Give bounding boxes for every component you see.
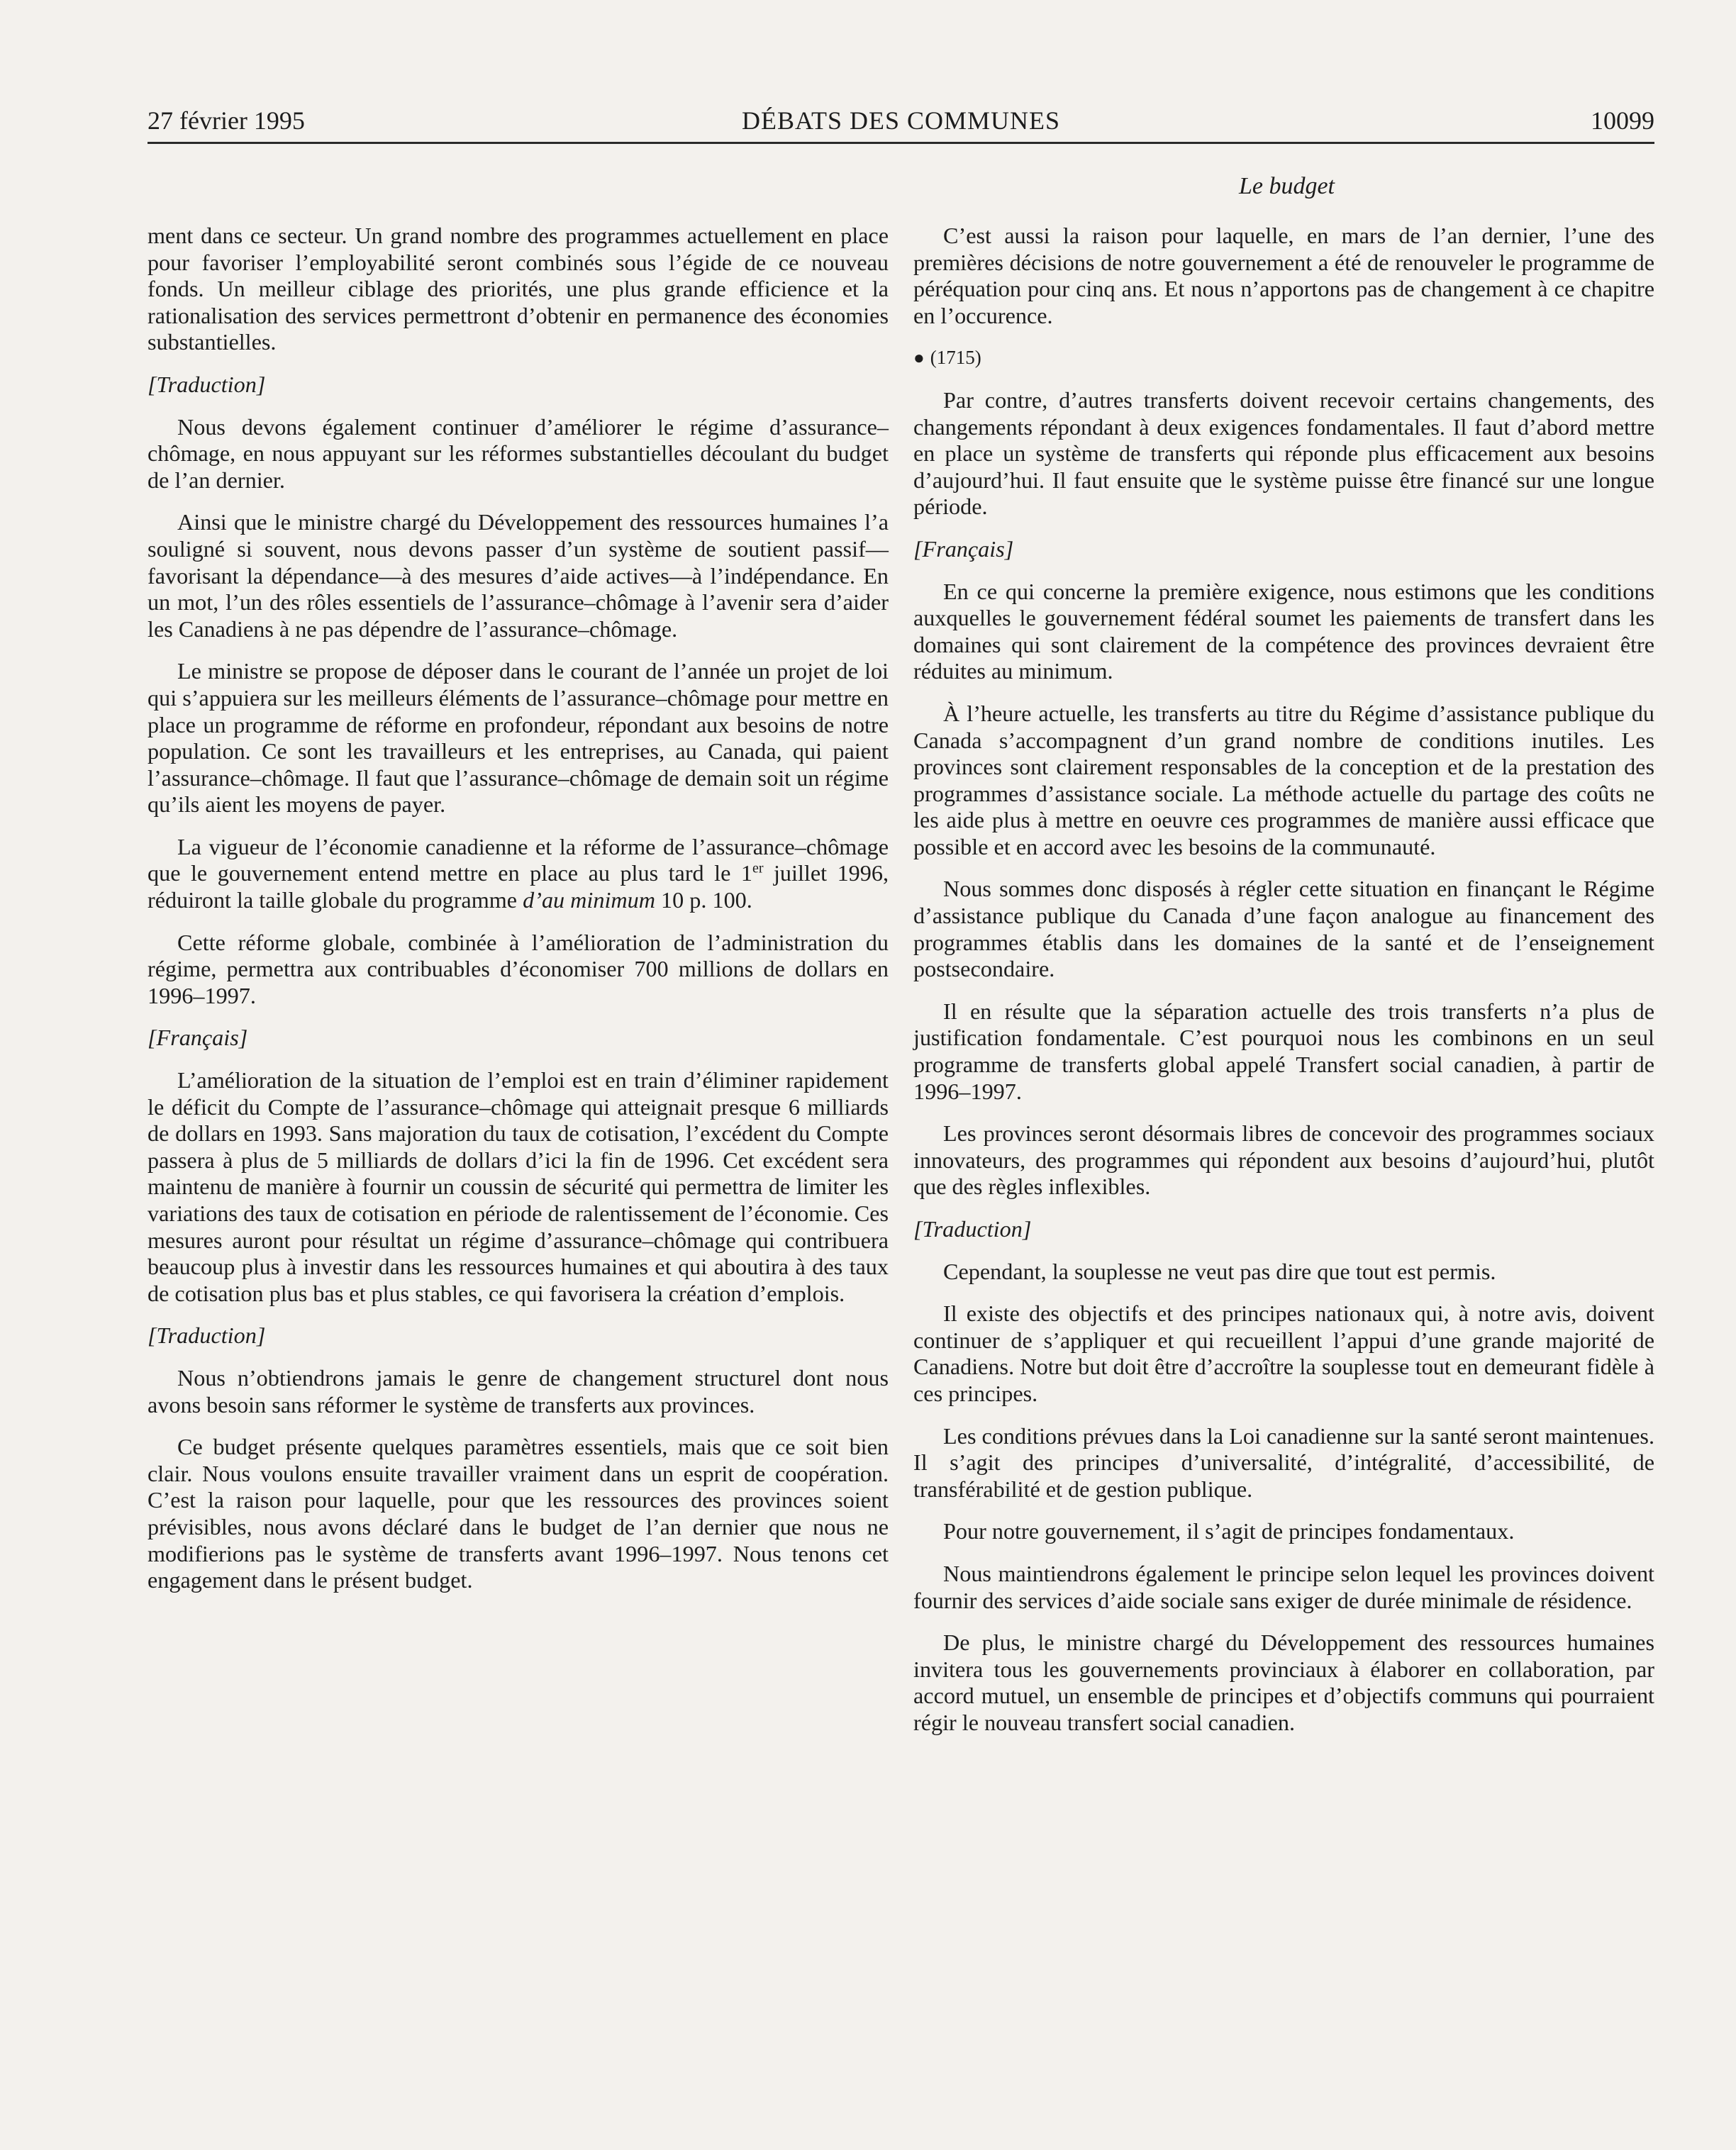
paragraph: Nous maintiendrons également le principe selon lequel les provinces doivent fournir des services d’aide sociale sans exiger de durée minimale de résidence. <box>913 1560 1654 1613</box>
header-date: 27 février 1995 <box>148 106 305 135</box>
paragraph <box>148 834 889 914</box>
language-marker: [Traduction] <box>148 371 266 397</box>
paragraph: En ce qui concerne la première exigence, nous estimons que les conditions auxquelles le gouvernement fédéral soumet les paiements de transfert dans les domaines qui sont clairement de la compétence des provinces devraient être réduites au minimum. <box>913 578 1654 684</box>
paragraph: Cependant, la souplesse ne veut pas dire que tout est permis. <box>943 1258 1496 1284</box>
timestamp <box>913 345 1654 372</box>
page-number: 10099 <box>1591 106 1654 135</box>
language-marker: [Français] <box>913 535 1014 562</box>
paragraph: Nous sommes donc disposés à régler cette situation en finançant le Régime d’assistance publique du Canada d’une façon analogue au financement des programmes établis dans les domaines de la santé et de l’enseignement postsecondaire. <box>913 876 1654 982</box>
paragraph-text: 10 p. 100. <box>655 887 752 913</box>
emphasis: d’au minimum <box>523 887 655 913</box>
language-marker: [Traduction] <box>148 1322 266 1349</box>
paragraph-text: La vigueur de l’économie canadienne et la réforme de l’assurance–chômage que le gouvernement entend mettre en place au plus tard le 1 <box>148 833 889 886</box>
paragraph: Il en résulte que la séparation actuelle des trois transferts n’a plus de justification fondamentale. C’est pourquoi nous les combinons en un seul programme de transferts global appelé Transfert social canadien, à partir de 1996–1997. <box>913 998 1654 1104</box>
right-column <box>913 223 1654 1752</box>
paragraph: Ainsi que le ministre chargé du Développement des ressources humaines l’a souligné si souvent, nous devons passer d’un système de soutient passif—favorisant la dépendance—à des mesures d’aide actives—à l’indépendance. En un mot, l’un des rôles essentiels de l’assurance–chômage à l’avenir sera d’aider les Canadiens à ne pas dépendre de l’assurance–chômage. <box>148 509 889 642</box>
paragraph: Cette réforme globale, combinée à l’amélioration de l’administration du régime, permettra aux contribuables d’économiser 700 millions de dollars en 1996–1997. <box>148 929 889 1008</box>
paragraph: Nous n’obtiendrons jamais le genre de changement structurel dont nous avons besoin sans réformer le système de transferts aux provinces. <box>148 1364 889 1417</box>
paragraph: L’amélioration de la situation de l’emploi est en train d’éliminer rapidement le déficit du Compte de l’assurance–chômage qui atteignait presque 6 milliards de dollars en 1993. Sans majoration du taux de cotisation, l’excédent du Compte passera à plus de 5 milliards de dollars d’ici la fin de 1996. Cet excédent sera maintenu de manière à fournir un coussin de sécurité qui permettra de limiter les variations des taux de cotisation en période de ralentissement de l’économie. Ces mesures auront pour résultat un régime d’assurance–chômage qui contribuera beaucoup plus à investir dans les ressources humaines et qui aboutira à des taux de cotisation plus bas et plus stables, ce qui favorisera la création d’emplois. <box>148 1067 889 1306</box>
bullet-icon: ● <box>913 347 925 369</box>
paragraph: C’est aussi la raison pour laquelle, en mars de l’an dernier, l’une des premières décisions de notre gouvernement a été de renouveler le programme de péréquation pour cinq ans. Et nous n’apportons pas de changement à ce chapitre en l’occurence. <box>913 223 1654 328</box>
paragraph: Nous devons également continuer d’améliorer le régime d’assurance–chômage, en nous appuyant sur les réformes substantielles découlant du budget de l’an dernier. <box>148 413 889 493</box>
paragraph: Par contre, d’autres transferts doivent recevoir certains changements, des changements répondant à deux exigences fondamentales. Il faut d’abord mettre en place un système de transferts qui réponde plus efficacement aux besoins d’aujourd’hui. Il faut ensuite que le système puisse être financé sur une longue période. <box>913 386 1654 520</box>
paragraph: Le ministre se propose de déposer dans le courant de l’année un projet de loi qui s’appuiera sur les meilleurs éléments de l’assurance–chômage pour mettre en place un programme de réforme en profondeur, répondant aux besoins de notre population. Ce sont les travailleurs et les entreprises, au Canada, qui paient l’assurance–chômage. Il faut que l’assurance–chômage de demain soit un régime qu’ils aient les moyens de payer. <box>148 658 889 818</box>
left-column <box>148 223 889 1610</box>
paragraph: Ce budget présente quelques paramètres essentiels, mais que ce soit bien clair. Nous voulons ensuite travailler vraiment dans un esprit de coopération. C’est la raison pour laquelle, pour que les ressources des provinces soient prévisibles, nous avons déclaré dans le budget de l’an dernier que nous ne modifierions pas le système de transferts avant 1996–1997. Nous tenons cet engagement dans le présent budget. <box>148 1434 889 1593</box>
paragraph-text: juillet 1996, réduiront la taille globale du programme <box>148 860 889 913</box>
paragraph: De plus, le ministre chargé du Développement des ressources humaines invitera tous les gouvernements provinciaux à élaborer en collaboration, par accord mutuel, un ensemble de principes et d’objectifs communs qui pourraient régir le nouveau transfert social canadien. <box>913 1630 1654 1735</box>
timestamp-text: (1715) <box>930 347 981 369</box>
section-title: Le budget <box>1238 173 1335 199</box>
header-title: DÉBATS DES COMMUNES <box>741 106 1061 135</box>
paragraph: Il existe des objectifs et des principes nationaux qui, à notre avis, doivent continuer de s’appliquer et qui recueillent l’appui d’une grande majorité de Canadiens. Notre but doit être d’accroître la souplesse tout en demeurant fidèle à ces principes. <box>913 1300 1654 1406</box>
paragraph: Les provinces seront désormais libres de concevoir des programmes sociaux innovateurs, des programmes qui répondent aux besoins d’aujourd’hui, plutôt que des règles inflexibles. <box>913 1120 1654 1200</box>
paragraph: À l’heure actuelle, les transferts au titre du Régime d’assistance publique du Canada s’accompagnent d’un grand nombre de conditions inutiles. Les provinces sont clairement responsables de la conception et de la prestation des programmes d’assistance sociale. La méthode actuelle du partage des coûts ne les aide plus à mettre en oeuvre ces programmes de manière aussi efficace que possible et en accord avec les besoins de la communauté. <box>913 700 1654 859</box>
paragraph: Les conditions prévues dans la Loi canadienne sur la santé seront maintenues. Il s’agit des principes d’universalité, d’intégralité, d’accessibilité, de transférabilité et de gestion publique. <box>913 1422 1654 1502</box>
language-marker: [Traduction] <box>913 1216 1032 1242</box>
superscript: er <box>752 860 764 876</box>
language-marker: [Français] <box>148 1025 248 1051</box>
page-header <box>148 99 1654 144</box>
paragraph: Pour notre gouvernement, il s’agit de principes fondamentaux. <box>943 1518 1515 1544</box>
paragraph: ment dans ce secteur. Un grand nombre des programmes actuellement en place pour favoriser l’employabilité seront combinés sous l’égide de ce nouveau fonds. Un meilleur ciblage des priorités, une plus grande efficience et la rationalisation des services permettront d’obtenir en permanence des économies substantielles. <box>148 223 889 355</box>
